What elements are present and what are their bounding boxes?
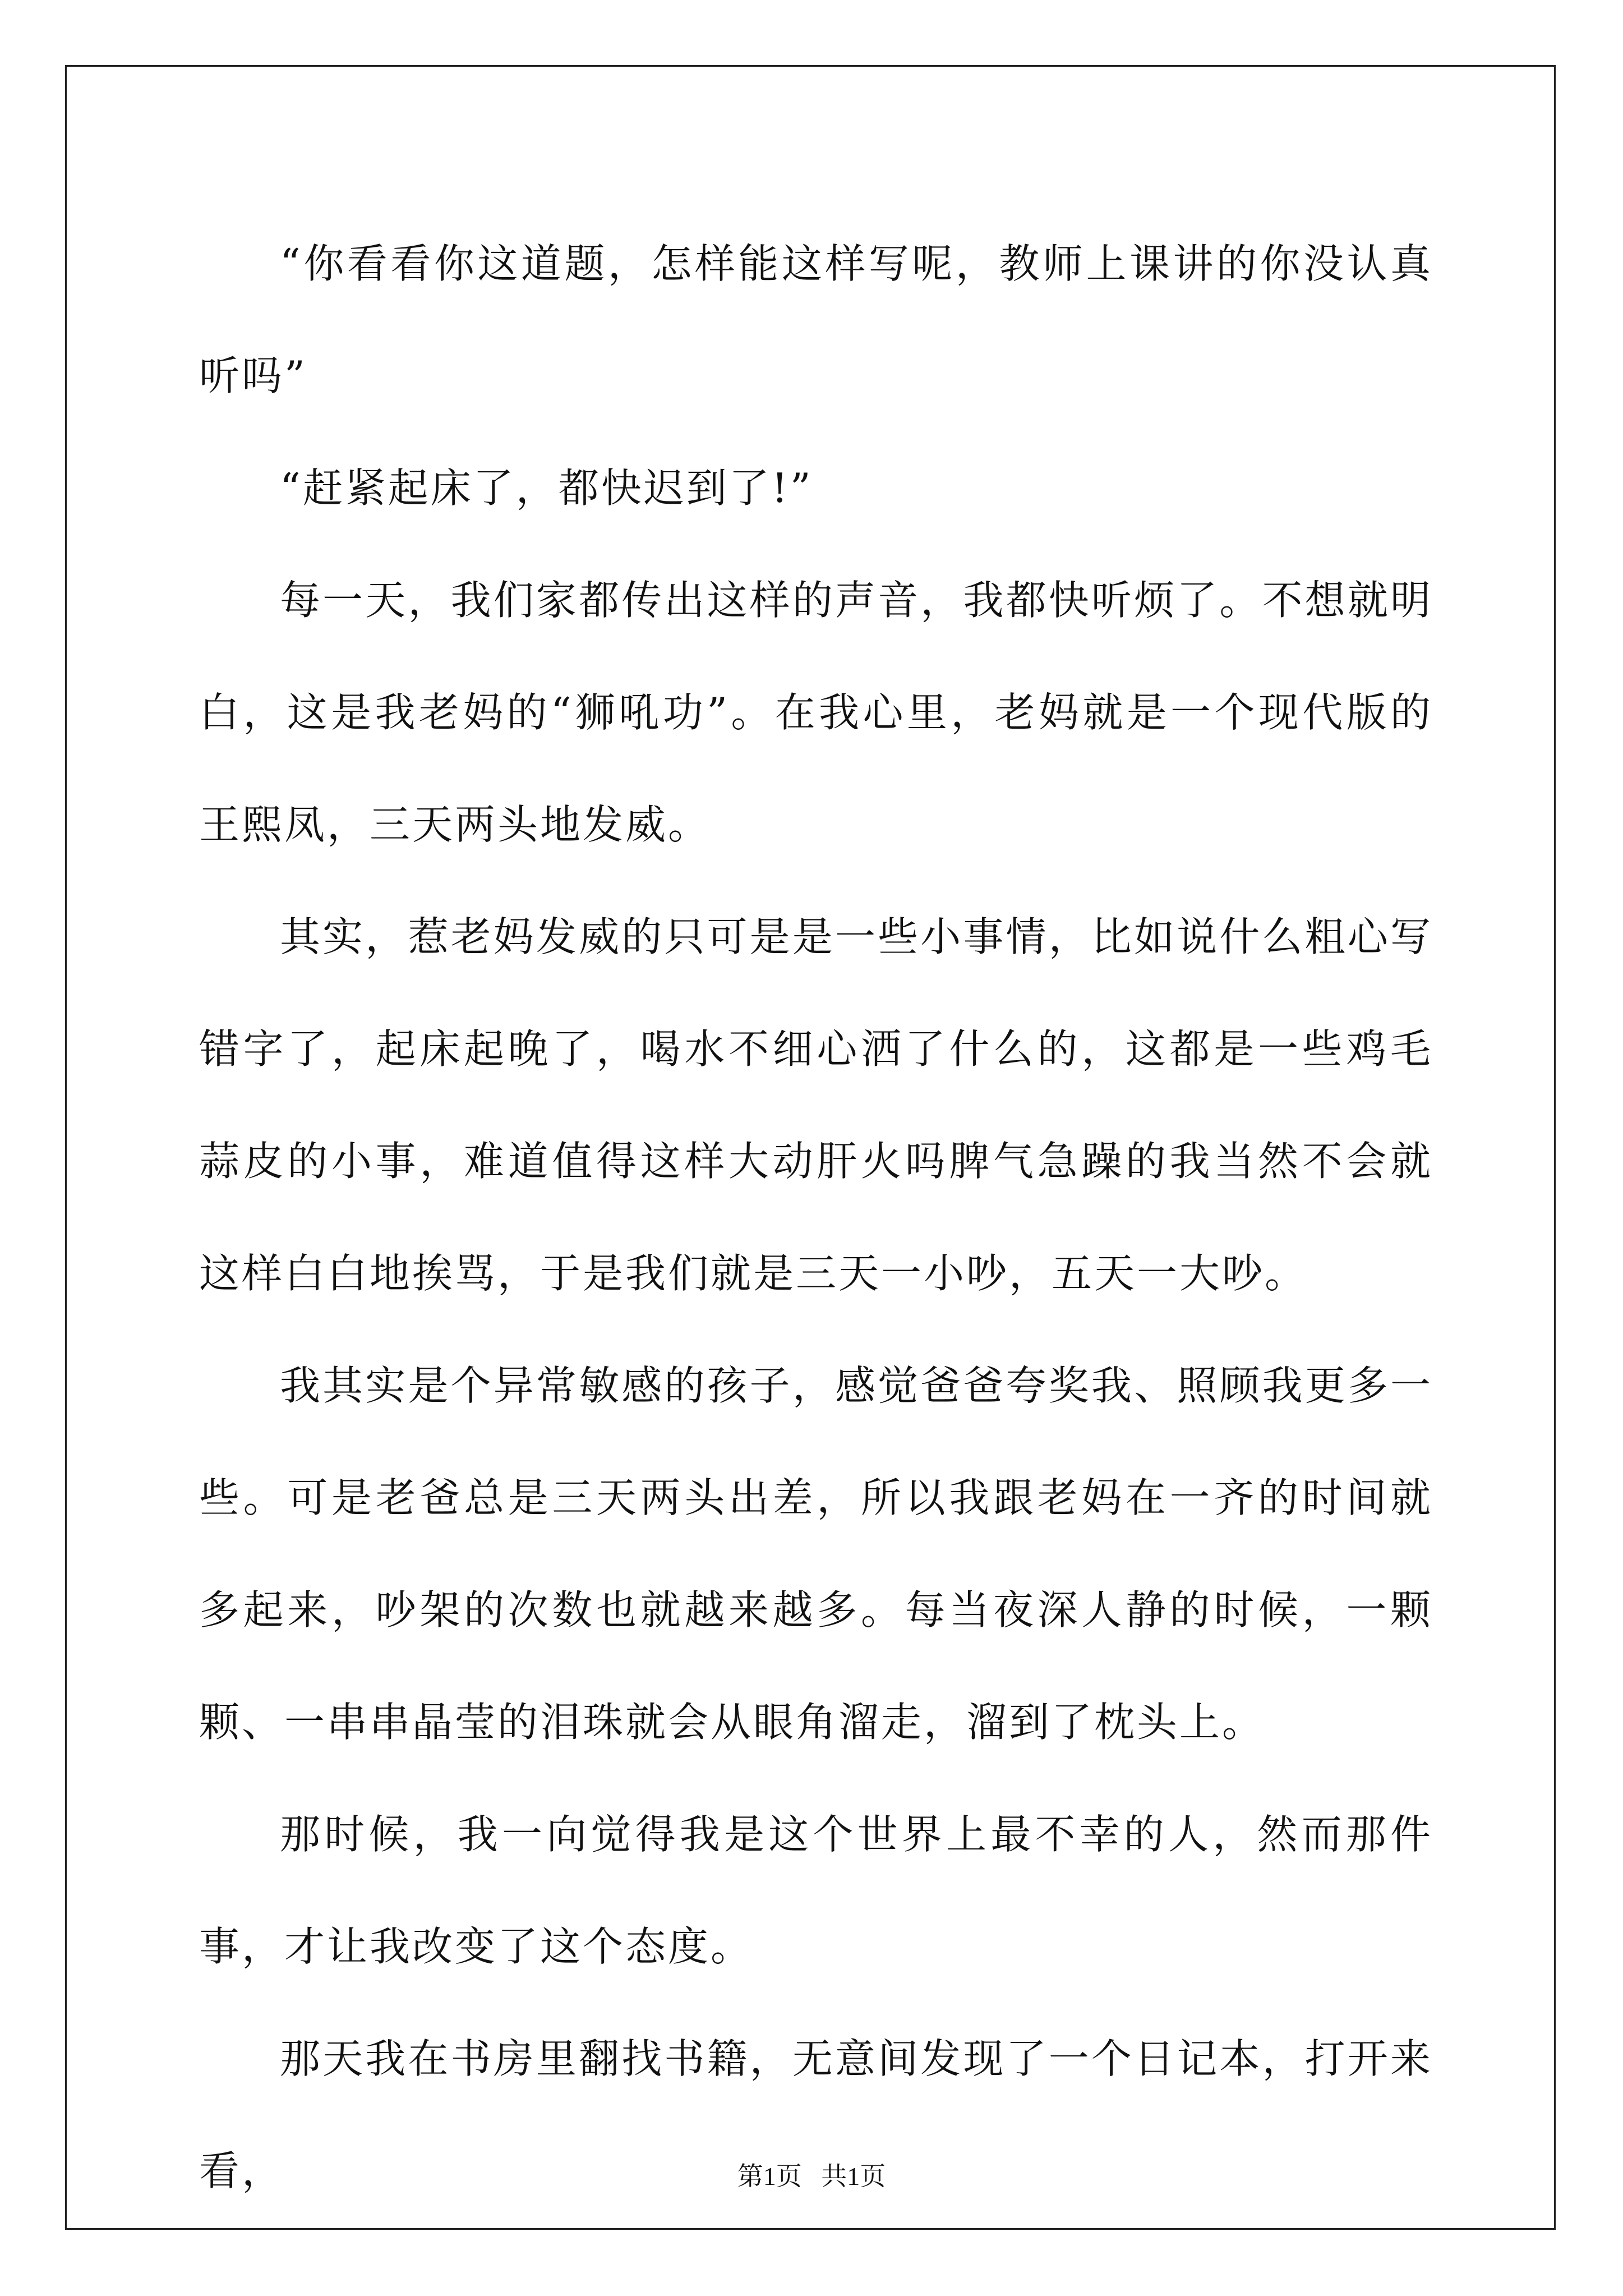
paragraph-6: 那时候，我一向觉得我是这个世界上最不幸的人，然而那件事，才让我改变了这个态度。 [199, 1811, 1433, 1970]
paragraph-3: 每一天，我们家都传出这样的声音，我都快听烦了。不想就明白，这是我老妈的“狮吼功”。在我心里，老妈就是一个现代版的王熙凤，三天两头地发威。 [199, 577, 1433, 848]
paragraph-4: 其实，惹老妈发威的只可是是一些小事情，比如说什么粗心写错字了，起床起晚了，喝水不细心洒了什么的，这都是一些鸡毛蒜皮的小事，难道值得这样大动肝火吗脾气急躁的我当然不会就这样白白地挨骂，于是我们就是三天一小吵，五天一大吵。 [199, 913, 1433, 1297]
document-body [199, 208, 1433, 2227]
paragraph-2: “赶紧起床了，都快迟到了!” [280, 464, 813, 512]
page-number-footer: 第1页 共1页 [737, 2162, 886, 2191]
paragraph-7: 那天我在书房里翻找书籍，无意间发现了一个日记本，打开来看， [199, 2035, 1433, 2194]
paragraph-5: 我其实是个异常敏感的孩子，感觉爸爸夸奖我、照顾我更多一些。可是老爸总是三天两头出差，所以我跟老妈在一齐的时间就多起来，吵架的次数也就越来越多。每当夜深人静的时候，一颗颗、一串串晶莹的泪珠就会从眼角溜走，溜到了枕头上。 [199, 1362, 1433, 1746]
paragraph-1: “你看看你这道题，怎样能这样写呢，教师上课讲的你没认真听吗” [199, 240, 1433, 399]
